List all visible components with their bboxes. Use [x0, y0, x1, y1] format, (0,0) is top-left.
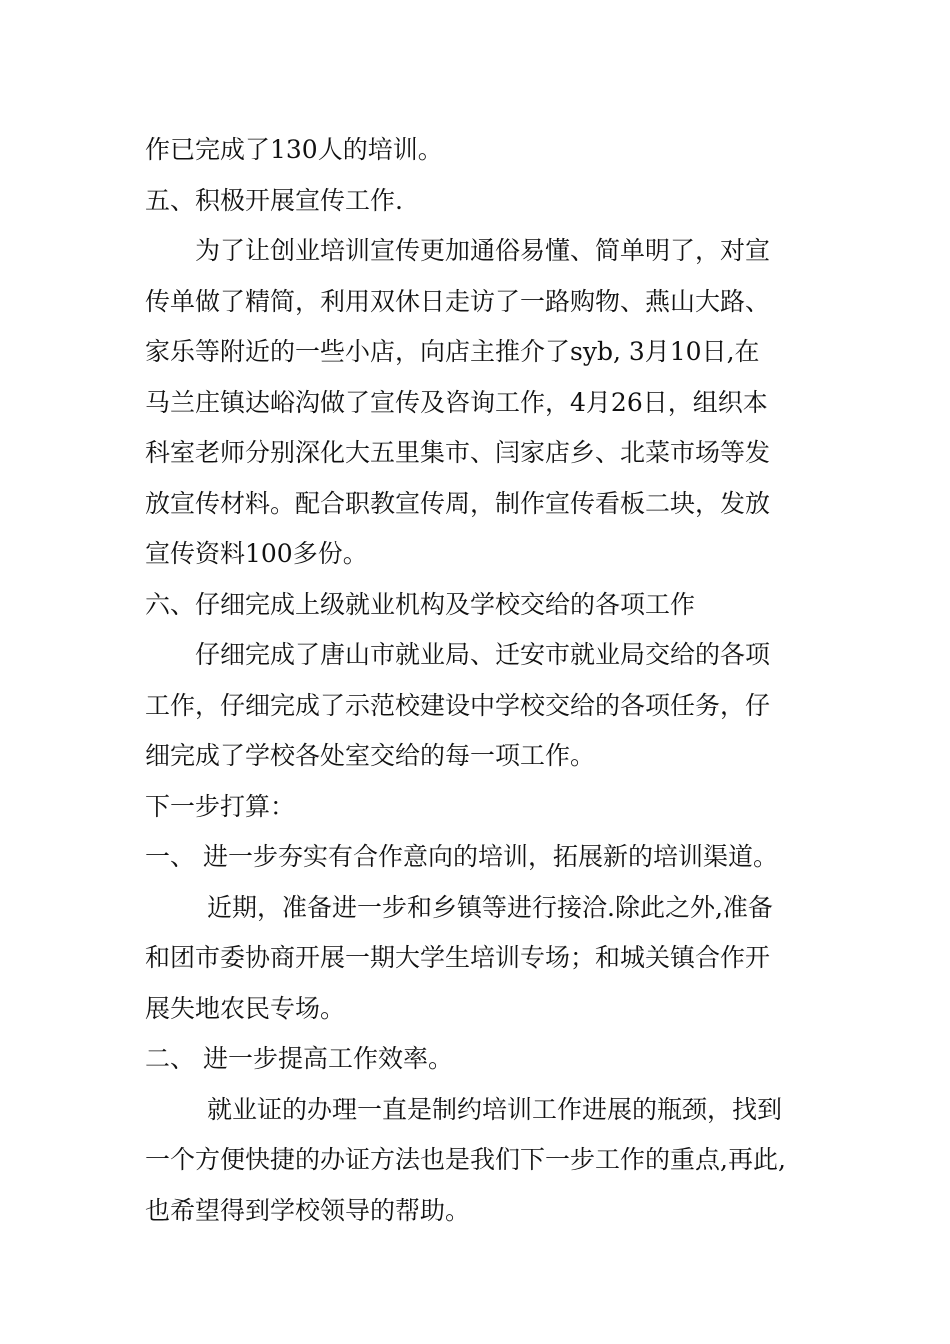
text-line: 为了让创业培训宣传更加通俗易懂、简单明了，对宣 — [195, 236, 771, 265]
section-heading: 六、仔细完成上级就业机构及学校交给的各项工作 — [145, 589, 696, 619]
text-line: 放宣传材料。配合职教宣传周，制作宣传看板二块，发放 — [145, 488, 771, 518]
section-heading: 下一步打算： — [145, 791, 296, 821]
text-line: 家乐等附近的一些小店，向店主推介了syb, 3月10日,在 — [145, 337, 760, 366]
text-line: 也希望得到学校领导的帮助。 — [145, 1195, 471, 1225]
document-page — [145, 125, 815, 1236]
text-line: 近期，准备进一步和乡镇等进行接洽.除此之外,准备 — [207, 892, 773, 922]
text-line: 就业证的办理一直是制约培训工作进展的瓶颈，找到 — [207, 1094, 783, 1124]
section-heading: 五、积极开展宣传工作. — [145, 185, 403, 215]
text-line: 马兰庄镇达峪沟做了宣传及咨询工作，4月26日，组织本 — [145, 387, 768, 417]
text-line: 科室老师分别深化大五里集市、闫家店乡、北菜市场等发 — [145, 438, 771, 467]
section-heading: 一、 进一步夯实有合作意向的培训，拓展新的培训渠道。 — [145, 842, 778, 871]
text-line: 一个方便快捷的办证方法也是我们下一步工作的重点,再此, — [145, 1145, 786, 1174]
text-line: 工作，仔细完成了示范校建设中学校交给的各项任务，仔 — [145, 690, 771, 720]
section-heading: 二、 进一步提高工作效率。 — [145, 1044, 453, 1073]
text-line: 宣传资料100多份。 — [145, 539, 368, 568]
text-line: 展失地农民专场。 — [145, 993, 346, 1023]
text-line: 和团市委协商开展一期大学生培训专场；和城关镇合作开 — [145, 943, 771, 972]
text-line: 仔细完成了唐山市就业局、迁安市就业局交给的各项 — [195, 640, 771, 669]
text-line: 作已完成了130人的培训。 — [145, 135, 443, 164]
text-line: 传单做了精简，利用双休日走访了一路购物、燕山大路、 — [145, 286, 771, 316]
text-line: 细完成了学校各处室交给的每一项工作。 — [145, 741, 596, 770]
